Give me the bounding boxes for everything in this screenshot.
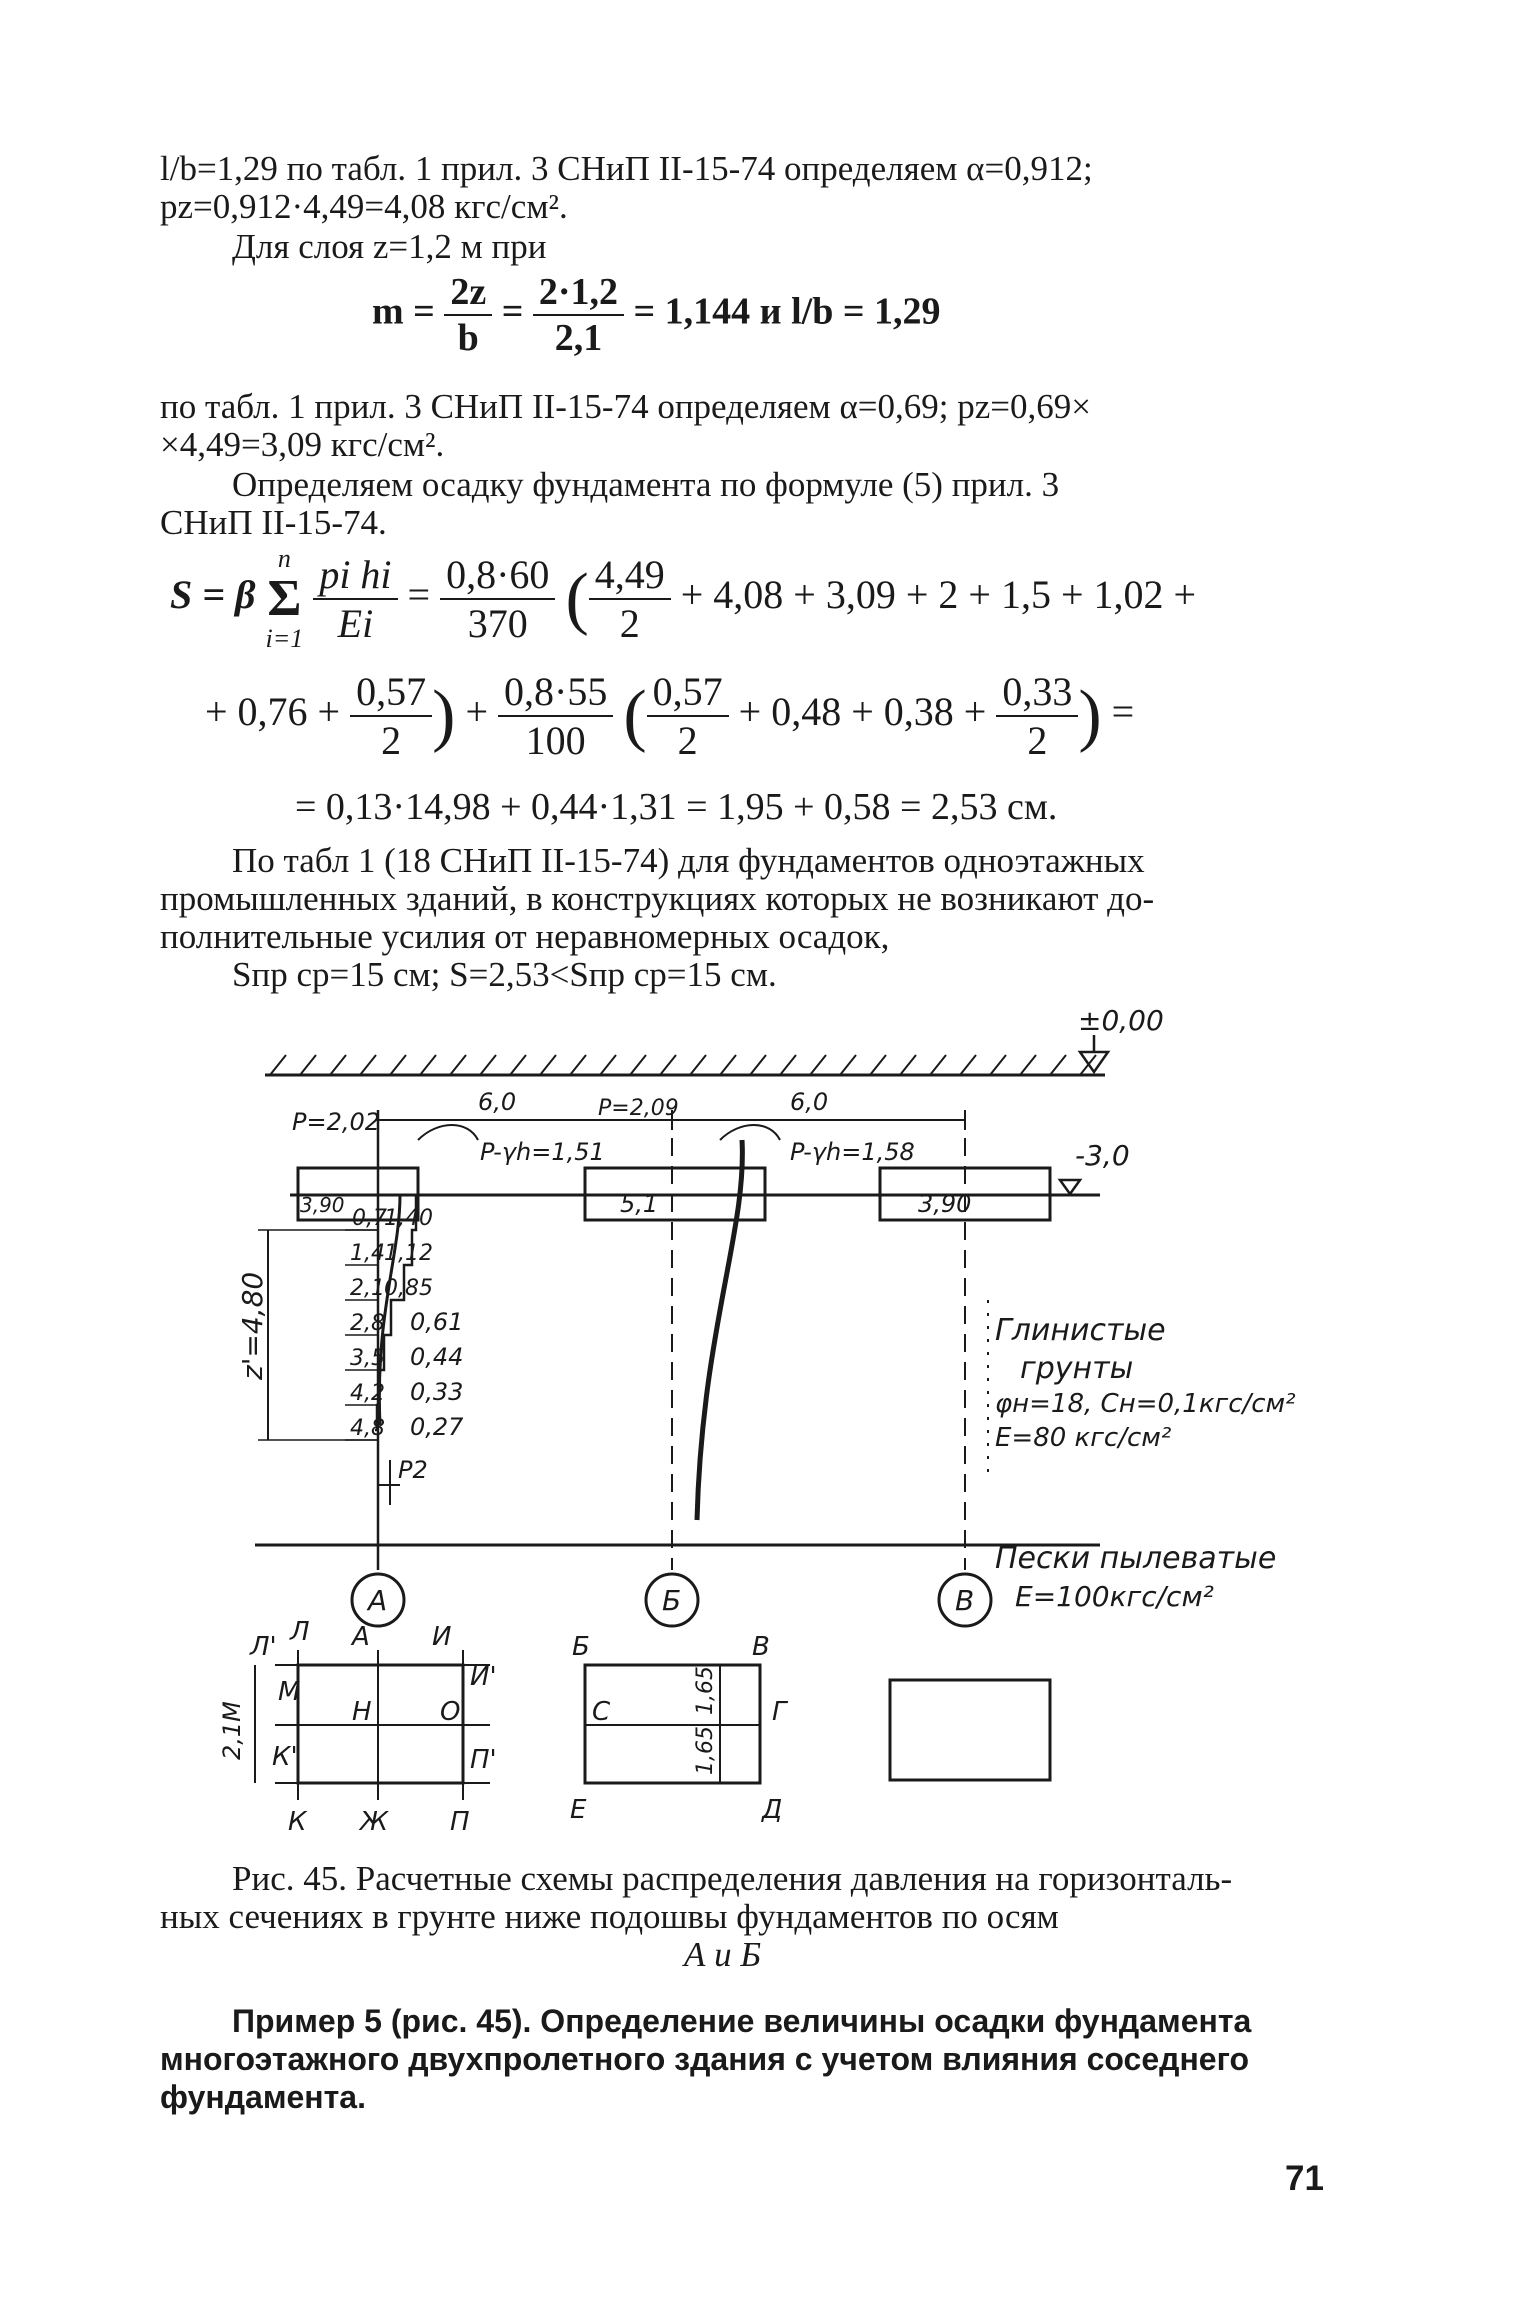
depth-value: 1,4 [350,1241,385,1266]
soil2-label: Пески пылеватые [995,1541,1277,1576]
fraction: $\frac{0,57}{2}$ [350,668,432,764]
plan-dim-label: 1,65 [693,1666,718,1715]
plan-label: Л [290,1617,310,1647]
example-line: Пример 5 (рис. 45). Определение величины осадки фундамента [232,2003,1252,2039]
formula-result: = 1,144 и l/b = 1,29 [633,290,941,333]
axis-c-label: В [955,1584,975,1617]
soil1-label: грунты [1020,1351,1134,1386]
plan-label: М [278,1677,301,1707]
plan-label: К [288,1807,307,1837]
plan-label: В [752,1632,770,1662]
fraction-denominator: b [457,317,479,359]
paragraph-line: полнительные усилия от неравномерных осадок, [160,917,890,956]
plan-label: Б [572,1632,590,1662]
plan-label: П [450,1807,470,1837]
width-c-label: 3,90 [918,1190,972,1218]
axis-a-label: А [368,1584,388,1617]
level-mark-found [1060,1180,1080,1194]
span-small-label: 6,0 [478,1088,517,1116]
plan-label: Л' [250,1632,277,1662]
plan-label: А [352,1622,370,1652]
formula-lhs: S = β [170,572,256,618]
plan-label: С [592,1697,611,1727]
fraction-numerator: 2z [444,270,492,316]
pressure-value: 0,27 [410,1413,464,1441]
paragraph-line: Для слоя z=1,2 м при [232,227,547,266]
paragraph-line: ×4,49=3,09 кгс/см². [160,425,445,464]
ph1-label: P-γh=1,51 [480,1138,605,1166]
paragraph-line: Определяем осадку фундамента по формуле (5) прил. 3 [232,465,1060,504]
pressure-value: 0,61 [410,1308,464,1336]
pz-label: P2 [398,1456,428,1484]
pressure-value: 1,40 [384,1206,433,1231]
width-a-label: 3,90 [300,1193,345,1217]
level-found-label: -3,0 [1075,1139,1130,1172]
plan-c-rect [890,1680,1050,1780]
axis-b-label: Б [662,1584,682,1617]
paragraph-line: СНиП II-15-74. [160,503,387,542]
depth-value: 2,1 [350,1276,385,1301]
p-mid-label: P=2,09 [598,1096,679,1121]
plan-label: О [440,1697,461,1727]
fraction: $\frac{0,8\cdot 55}{100}$ [498,668,613,764]
plan-dim-label: 2,1М [218,1701,246,1760]
depth-value: 4,8 [350,1416,385,1441]
soil1-label: Глинистые [995,1313,1166,1348]
ground-hatch [270,1055,1096,1075]
paragraph-line: pz=0,912·4,49=4,08 кгс/см². [160,187,568,226]
plan-label: Д [762,1795,783,1825]
pressure-value: 0,85 [384,1276,433,1301]
plan-dim-label: 1,65 [693,1726,718,1775]
formula-s-line1: S = β n Σ i=1 $\frac{\text{pi hi}}{Ei}$ = $\frac{0,8\cdot 60}{370}$ ( $\frac{4,49}{2}$ + 4,08 + 3,09 + 2 + 1,5 + 1,02 + [170,544,1197,653]
fraction: $\frac{4,49}{2}$ [589,551,671,647]
figure-caption-line: ных сечениях в грунте ниже подошвы фундаментов по осям [160,1897,1059,1936]
fraction: $\frac{0,8\cdot 60}{370}$ [440,551,555,647]
plan-label: К' [272,1742,298,1772]
plan-label: И' [470,1662,497,1692]
plan-label: Ж [360,1807,389,1837]
pressure-value: 1,12 [384,1241,433,1266]
ph2-label: P-γh=1,58 [790,1138,915,1166]
pressure-curve-b [697,1140,742,1520]
soil2-params: E=100кгс/см² [1015,1580,1214,1613]
plan-label: П' [470,1745,497,1775]
plan-label: И [432,1622,452,1652]
sum-symbol: n Σ i=1 [265,544,304,653]
paragraph-line: Sпр ср=15 см; S=2,53<Sпр ср=15 см. [232,955,777,994]
example-line: фундамента. [160,2079,366,2115]
example-line: многоэтажного двухпролетного здания с учетом влияния соседнего [160,2041,1250,2077]
paragraph-line: по табл. 1 прил. 3 СНиП II-15-74 определяем α=0,69; pz=0,69× [160,387,1092,426]
paragraph-line: l/b=1,29 по табл. 1 прил. 3 СНиП II-15-74 определяем α=0,912; [160,149,1093,188]
soil1-params: φн=18, Cн=0,1кгс/см² [995,1389,1296,1419]
depth-value: 0,7 [352,1206,387,1231]
fraction-denominator: 2,1 [554,317,603,359]
formula-s-line2: + 0,76 + $\frac{0,57}{2}$ ) + $\frac{0,8\cdot 55}{100}$ ( $\frac{0,57}{2}$ + 0,48 + 0,38 + $\frac{0,33}{2}$ ) = [205,669,1135,763]
level-top-label: ±0,00 [1078,1004,1164,1037]
arc-a [418,1125,478,1140]
width-b-label: 5,1 [620,1190,659,1218]
formula-s-line3: = 0,13·14,98 + 0,44·1,31 = 1,95 + 0,58 = 2,53 см. [295,786,1058,828]
equals-sign: = [501,290,524,333]
formula-lhs: m = [372,290,435,333]
depth-value: 3,5 [350,1346,385,1371]
plan-label: Г [772,1697,787,1727]
depth-label: z'=4,80 [236,1271,269,1380]
fraction: $\frac{0,33}{2}$ [996,668,1078,764]
fraction: $\frac{0,57}{2}$ [647,668,729,764]
figure-caption-line: Рис. 45. Расчетные схемы распределения давления на горизонталь- [232,1859,1233,1898]
arc-b [720,1125,780,1140]
depth-value: 2,8 [350,1311,385,1336]
fraction-numerator: 2·1,2 [533,270,624,316]
fraction: $\frac{\text{pi hi}}{Ei}$ [313,551,397,647]
paragraph-line: промышленных зданий, в конструкциях которых не возникают до- [160,879,1155,918]
page-number: 71 [1285,2159,1324,2198]
p-left-label: P=2,02 [292,1108,381,1136]
pressure-value: 0,44 [410,1343,464,1371]
paragraph-line: По табл 1 (18 СНиП II-15-74) для фундаментов одноэтажных [232,841,1145,880]
pressure-value: 0,33 [410,1378,464,1406]
depth-value: 4,2 [350,1381,385,1406]
soil1-params: E=80 кгс/см² [995,1423,1172,1453]
plan-label: Е [570,1795,587,1825]
plan-label: Н [352,1697,372,1727]
span-label: 6,0 [790,1088,829,1116]
level-mark-top [1080,1035,1108,1072]
figure-caption-line: А и Б [684,1935,762,1974]
